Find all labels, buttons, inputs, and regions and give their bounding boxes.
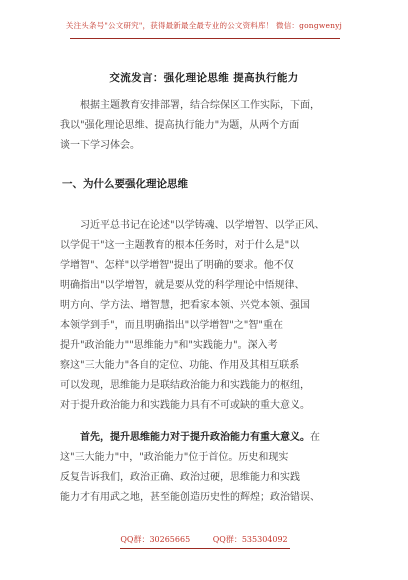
body-line: 明确指出"以学增智，就是要从党的科学理论中悟规律、 [60, 280, 305, 291]
intro-line: 我以"强化理论思维、提高执行能力"为题，从两个方面 [60, 120, 300, 131]
body-line: 本领学到手"，而且明确指出"以学增智"之"智"重在 [60, 320, 283, 331]
footer-qq-group-2: QQ群：535304092 [212, 535, 288, 544]
body-line: 学增智"、怎样"以学增智"提出了明确的要求。他不仅 [60, 260, 294, 271]
header-notice: 关注头条号"公文研究"，获得最新最全最专业的公文资料库！ 微信：gongwenyj [65, 21, 343, 30]
first-point-line [60, 428, 348, 448]
body-line: 以学促干"这一主题教育的根本任务时，对于什么是"以 [60, 240, 300, 251]
body-line: 明方向、学方法、增智慧，把看家本领、兴党本领、强国 [60, 300, 310, 311]
body-line: 习近平总书记在论述"以学铸魂、以学增智、以学正风、 [80, 220, 325, 231]
first-point-lead-tail: 在 [310, 432, 320, 443]
body-paragraph [60, 216, 348, 416]
intro-line: 谈一下学习体会。 [60, 140, 140, 151]
footer-divider [120, 548, 290, 549]
first-point-line: 这"三大能力"中，"政治能力"位于首位。历史和现实 [60, 452, 289, 463]
first-point-line: 反复告诉我们，政治正确、政治过硬，思维能力和实践 [60, 472, 300, 483]
section-heading: 一、为什么要强化理论思维 [62, 178, 188, 190]
footer-contacts [0, 534, 408, 545]
intro-paragraph [60, 96, 348, 156]
body-line: 对于提升政治能力和实践能力具有不可或缺的重大意义。 [60, 400, 310, 411]
document-title: 交流发言：强化理论思维 提高执行能力 [109, 72, 299, 84]
body-line: 可以发现，思维能力是联结政治能力和实践能力的枢纽， [60, 380, 310, 391]
body-line: 提升"政治能力""思维能力"和"实践能力"。深入考 [60, 340, 278, 351]
header-divider [70, 38, 340, 39]
intro-line: 根据主题教育安排部署，结合综保区工作实际，下面， [80, 100, 320, 111]
body-line: 察这"三大能力"各自的定位、功能、作用及其相互联系 [60, 360, 300, 371]
first-point-paragraph [60, 428, 348, 508]
first-point-lead: 首先，提升思维能力对于提升政治能力有重大意义。 [80, 432, 310, 443]
first-point-line: 能力才有用武之地，甚至能创造历史性的辉煌；政治错误、 [60, 492, 320, 503]
footer-qq-group-1: QQ群：30265665 [120, 535, 191, 544]
